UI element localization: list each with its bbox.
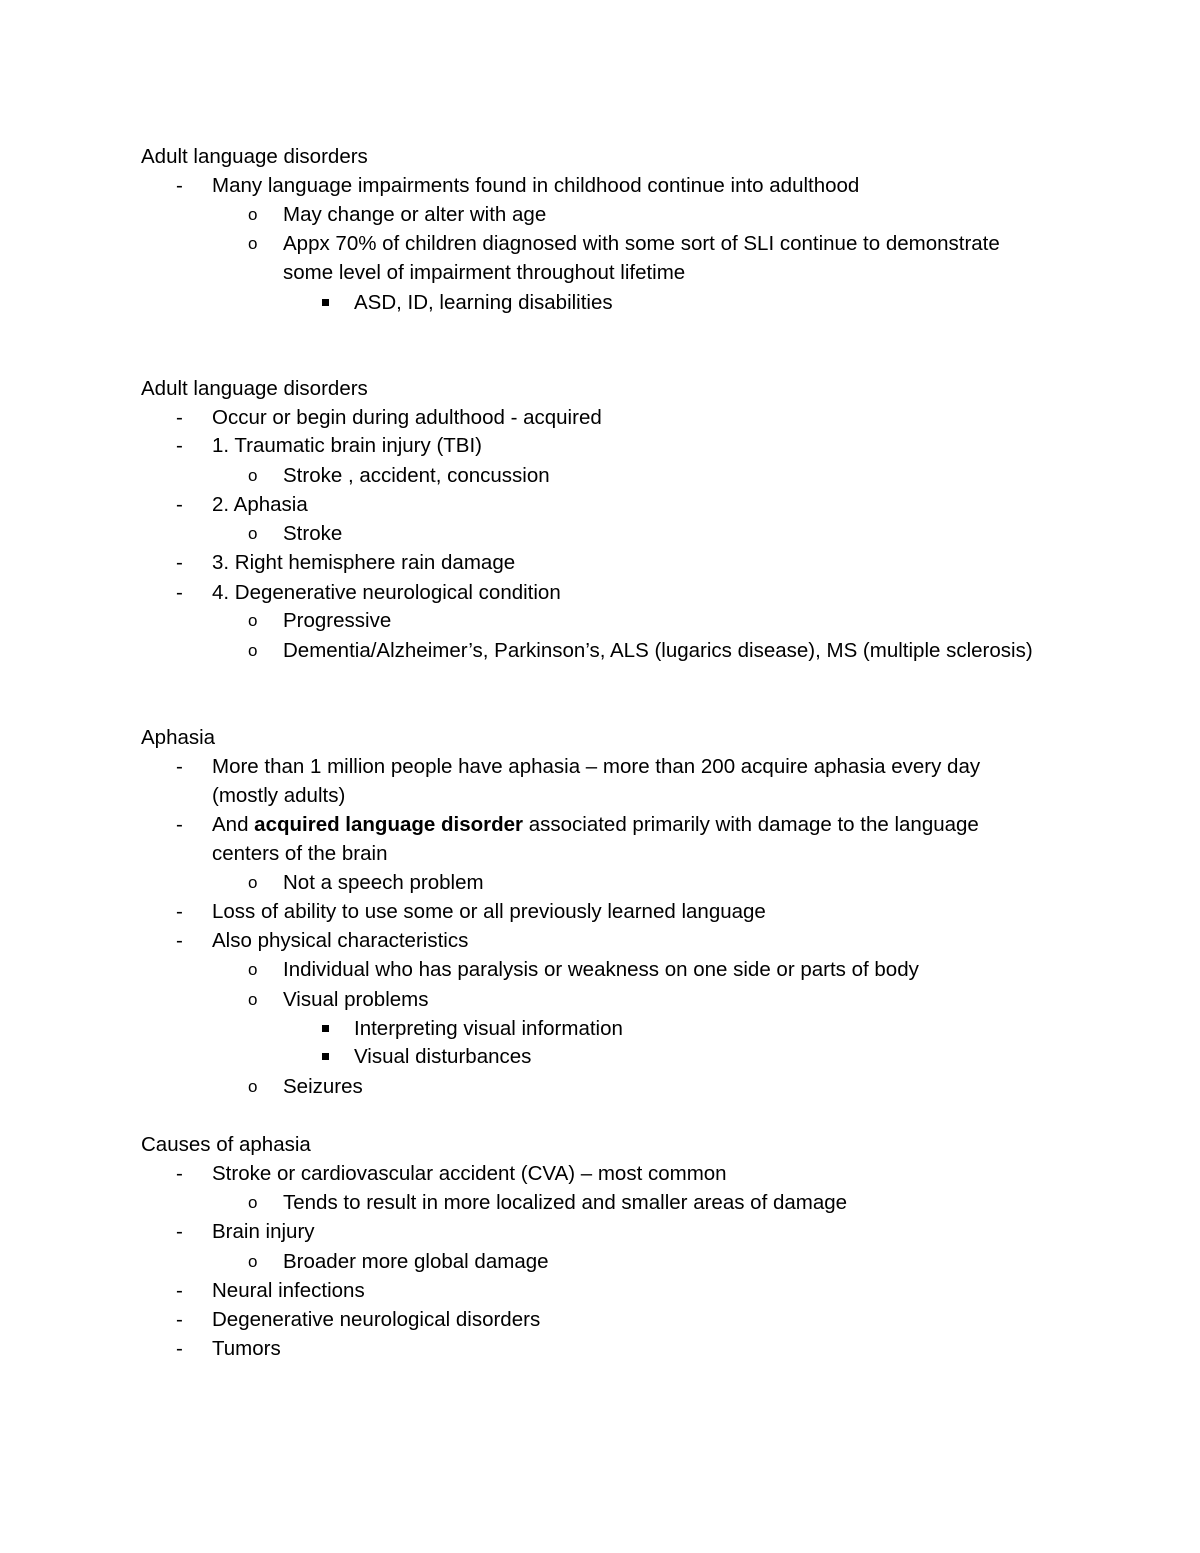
sub-bullet-item: o Stroke: [283, 519, 342, 548]
bullet-item: - 3. Right hemisphere rain damage: [212, 548, 515, 577]
circle-bullet-icon: o: [248, 466, 258, 485]
sub-bullet-item: o Dementia/Alzheimer’s, Parkinson’s, ALS (lugarics disease), MS (multiple sclerosis): [283, 636, 1033, 665]
circle-bullet-icon: o: [248, 234, 258, 253]
section-heading: Aphasia: [141, 726, 216, 749]
bullet-item: - And acquired language disorder associated primarily with damage to the language: [212, 810, 979, 839]
bullet-item: - 2. Aphasia: [212, 490, 308, 519]
sub-bullet-item: o Appx 70% of children diagnosed with some sort of SLI continue to demonstrate: [283, 229, 1000, 258]
sub-bullet-item: o Seizures: [283, 1072, 363, 1101]
dash-bullet-icon: -: [176, 581, 183, 604]
bullet-item: - Stroke or cardiovascular accident (CVA) – most common: [212, 1159, 727, 1188]
dash-bullet-icon: -: [176, 813, 183, 836]
dash-bullet-icon: -: [176, 1162, 183, 1185]
dash-bullet-icon: -: [176, 493, 183, 516]
circle-bullet-icon: o: [248, 524, 258, 543]
square-bullet-icon: [322, 1053, 329, 1060]
sub-sub-bullet-item: Visual disturbances: [354, 1042, 531, 1071]
dash-bullet-icon: -: [176, 406, 183, 429]
circle-bullet-icon: o: [248, 1193, 258, 1212]
sub-sub-bullet-item: ASD, ID, learning disabilities: [354, 288, 613, 317]
bullet-item: - Neural infections: [212, 1276, 365, 1305]
sub-bullet-item: o Visual problems: [283, 985, 428, 1014]
sub-bullet-item: o May change or alter with age: [283, 200, 546, 229]
circle-bullet-icon: o: [248, 1252, 258, 1271]
sub-bullet-item: o Progressive: [283, 606, 391, 635]
bullet-item: - Many language impairments found in childhood continue into adulthood: [212, 171, 859, 200]
dash-bullet-icon: -: [176, 1279, 183, 1302]
square-bullet-icon: [322, 299, 329, 306]
bullet-item: - Loss of ability to use some or all previously learned language: [212, 897, 766, 926]
sub-bullet-item: o Tends to result in more localized and smaller areas of damage: [283, 1188, 847, 1217]
bullet-item: - Occur or begin during adulthood - acquired: [212, 403, 602, 432]
dash-bullet-icon: -: [176, 900, 183, 923]
dash-bullet-icon: -: [176, 1220, 183, 1243]
section-heading: Adult language disorders: [141, 377, 368, 400]
section-heading: Adult language disorders: [141, 145, 368, 168]
dash-bullet-icon: -: [176, 1308, 183, 1331]
bullet-item: - Also physical characteristics: [212, 926, 468, 955]
circle-bullet-icon: o: [248, 641, 258, 660]
dash-bullet-icon: -: [176, 434, 183, 457]
square-bullet-icon: [322, 1025, 329, 1032]
circle-bullet-icon: o: [248, 873, 258, 892]
circle-bullet-icon: o: [248, 990, 258, 1009]
dash-bullet-icon: -: [176, 174, 183, 197]
dash-bullet-icon: -: [176, 929, 183, 952]
circle-bullet-icon: o: [248, 205, 258, 224]
bullet-continuation: centers of the brain: [212, 842, 388, 865]
sub-sub-bullet-item: Interpreting visual information: [354, 1014, 623, 1043]
bullet-item: - Degenerative neurological disorders: [212, 1305, 540, 1334]
circle-bullet-icon: o: [248, 1077, 258, 1096]
dash-bullet-icon: -: [176, 1337, 183, 1360]
section-heading: Causes of aphasia: [141, 1133, 311, 1156]
bullet-item: - 4. Degenerative neurological condition: [212, 578, 561, 607]
sub-bullet-continuation: some level of impairment throughout lifetime: [283, 261, 686, 284]
bullet-continuation: (mostly adults): [212, 784, 346, 807]
sub-bullet-item: o Not a speech problem: [283, 868, 484, 897]
circle-bullet-icon: o: [248, 611, 258, 630]
sub-bullet-item: o Broader more global damage: [283, 1247, 549, 1276]
sub-bullet-item: o Stroke , accident, concussion: [283, 461, 550, 490]
circle-bullet-icon: o: [248, 960, 258, 979]
dash-bullet-icon: -: [176, 551, 183, 574]
bullet-item: - Brain injury: [212, 1217, 315, 1246]
bullet-item: - More than 1 million people have aphasia – more than 200 acquire aphasia every day: [212, 752, 980, 781]
dash-bullet-icon: -: [176, 755, 183, 778]
bullet-item: - 1. Traumatic brain injury (TBI): [212, 431, 482, 460]
sub-bullet-item: o Individual who has paralysis or weakness on one side or parts of body: [283, 955, 919, 984]
bullet-item: - Tumors: [212, 1334, 281, 1363]
emphasis-text: acquired language disorder: [254, 813, 524, 836]
